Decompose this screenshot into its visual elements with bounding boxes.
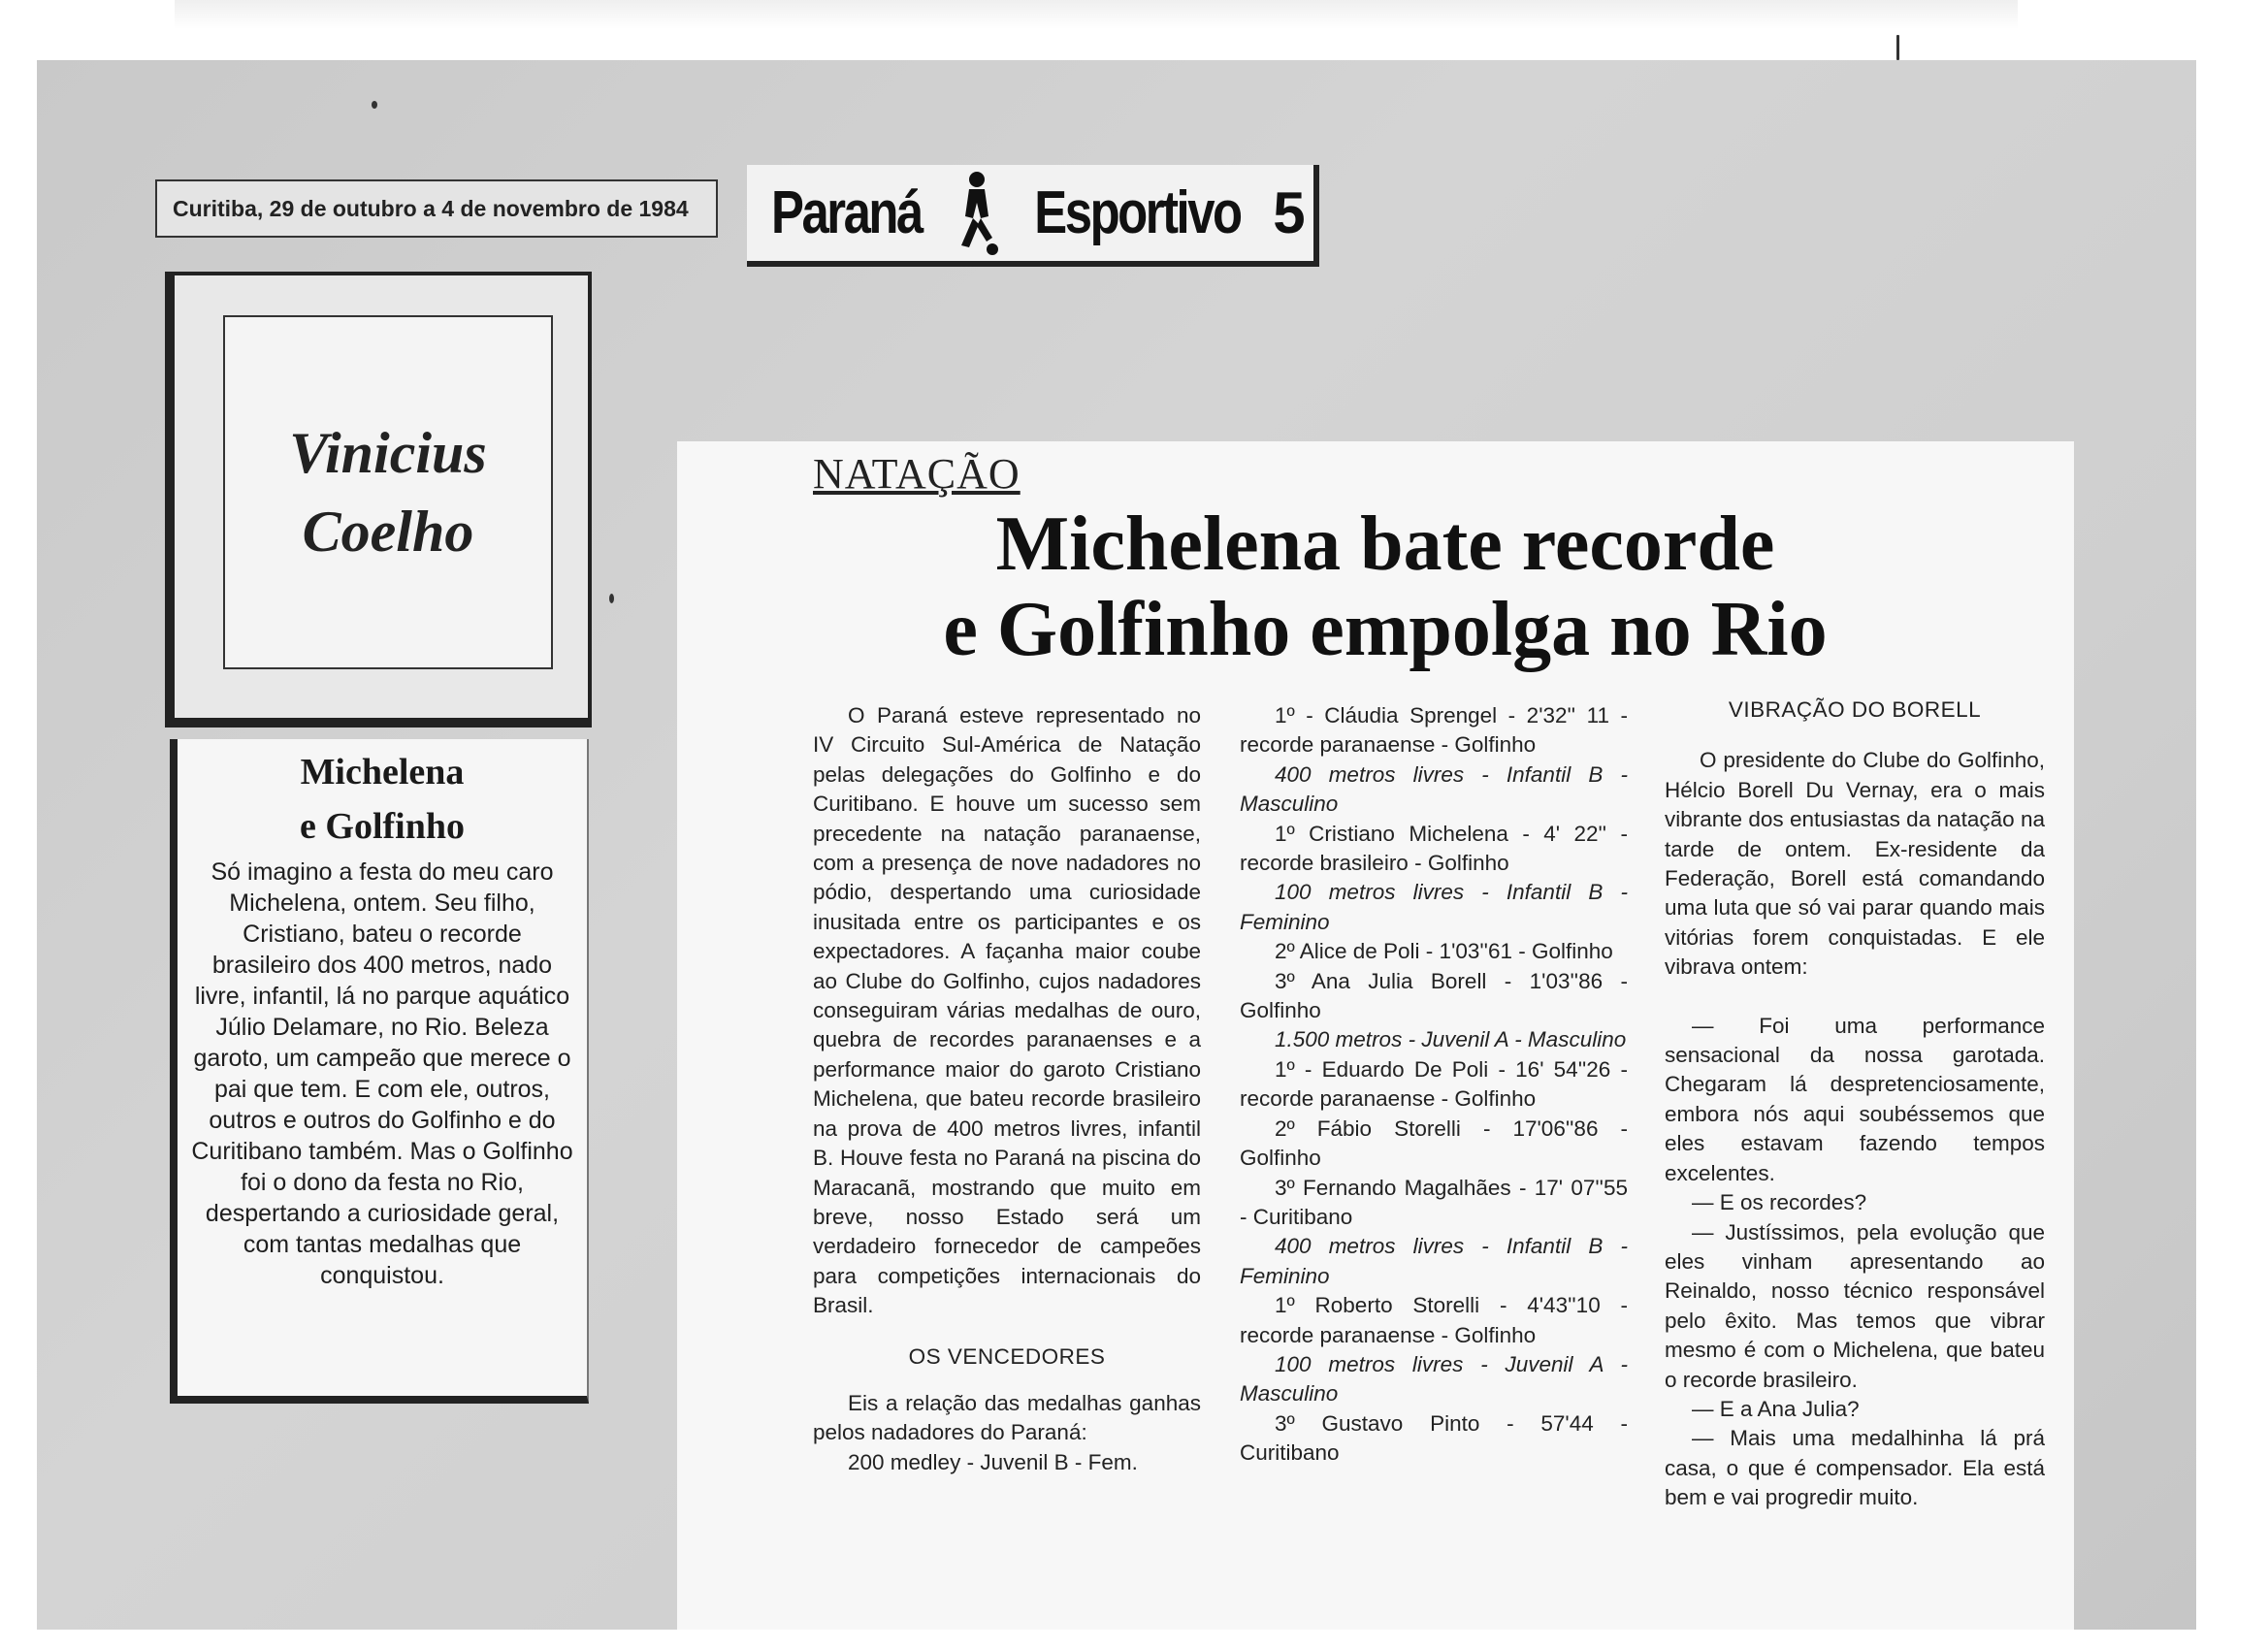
columnist-last-name: Coelho (302, 499, 474, 564)
page-number: 5 (1273, 180, 1306, 245)
result-line: 1º Roberto Storelli - 4'43''10 - recorde paranaense - Golfinho (1240, 1293, 1628, 1347)
sidebar-title-line1: Michelena (300, 752, 465, 792)
result-line: 2º Alice de Poli - 1'03''61 - Golfinho (1275, 939, 1613, 964)
headline-line1: Michelena bate recorde (995, 501, 1775, 587)
scan-speck (372, 101, 377, 109)
sidebar-column (170, 739, 589, 1404)
quote-line: — E os recordes? (1692, 1190, 1867, 1215)
footballer-icon (948, 170, 1002, 257)
quote-line: — Foi uma performance sensacional da nossa garotada. Chegaram lá despretenciosamente, embora nós aqui soubéssemos que eles estavam fazendo tempos excelentes. (1665, 1013, 2045, 1185)
quote-line: — Justíssimos, pela evolução que eles vinham apresentando ao Reinaldo, nosso técnico responsável pelo êxito. Mas temos que vibrar mesmo é com o Michelena, que bateu o recorde brasileiro. (1665, 1219, 2045, 1392)
lead-paragraph: O Paraná esteve representado no IV Circuito Sul-América de Natação pelas delegações do Golfinho e do Curitibano. E houve um sucesso sem precedente na natação paranaense, com a presença de nove nadadores no pódio, despertando uma curiosidade inusitada entre os participantes e os expectadores. A façanha maior coube ao Clube do Golfinho, cujos nadadores conseguiram várias medalhas de ouro, quebra de recordes paranaenses e a performance maior do garoto Cristiano Michelena, que bateu recorde brasileiro na prova de 400 metros livres, infantil B. Houve festa no Paraná na piscina do Maracanã, mostrando que muito em breve, nosso Estado será um verdadeiro fornecedor de campeões para competições internacionais do Brasil. (813, 703, 1201, 1318)
article-headline (735, 501, 2035, 672)
winners-intro: Eis a relação das medalhas ganhas pelos nadadores do Paraná: (813, 1390, 1201, 1445)
subhead-borell: VIBRAÇÃO DO BORELL (1728, 697, 1982, 722)
event-heading: 400 metros livres - Infantil B - Feminino (1240, 1234, 1628, 1288)
result-line: 1º Cristiano Michelena - 4' 22'' - recorde brasileiro - Golfinho (1240, 821, 1628, 876)
scan-speck (1896, 35, 1899, 60)
event-heading: 100 metros livres - Juvenil A - Masculino (1240, 1351, 1628, 1406)
result-line: 1º - Cláudia Sprengel - 2'32'' 11 - recorde paranaense - Golfinho (1240, 703, 1628, 758)
main-article (677, 441, 2074, 1630)
scan-top-strip (175, 0, 2018, 29)
masthead-word-esportivo: Esportivo (1034, 179, 1241, 246)
sidebar-body: Só imagino a festa do meu caro Michelena, ontem. Seu filho, Cristiano, bateu o recorde brasileiro dos 400 metros, nado livre, infantil, lá no parque aquático Júlio Delamare, no Rio. Beleza garoto, um campeão que merece o pai que tem. E com ele, outros, outros e outros do Golfinho e do Curitibano também. Mas o Golfinho foi o dono da festa no Rio, despertando a curiosidade geral, com tantas medalhas que conquistou. (191, 858, 573, 1290)
result-line: 3º Fernando Magalhães - 17' 07''55 - Curitibano (1240, 1175, 1628, 1229)
columnist-first-name: Vinicius (289, 420, 487, 485)
event-heading: 100 metros livres - Infantil B - Feminino (1240, 880, 1628, 934)
event-heading: 1.500 metros - Juvenil A - Masculino (1275, 1027, 1627, 1052)
dateline: Curitiba, 29 de outubro a 4 de novembro de 1984 (155, 179, 718, 238)
quote-line: — E a Ana Julia? (1692, 1396, 1860, 1421)
article-column-1 (813, 701, 1201, 1477)
result-line: 2º Fábio Storelli - 17'06''86 - Golfinho (1240, 1116, 1628, 1171)
result-line: 3º Ana Julia Borell - 1'03''86 - Golfinho (1240, 968, 1628, 1023)
masthead-word-parana: Paraná (771, 179, 923, 246)
subhead-winners: OS VENCEDORES (908, 1343, 1106, 1369)
headline-line2: e Golfinho empolga no Rio (943, 587, 1828, 672)
quote-line: — Mais uma medalhinha lá prá casa, o que é compensador. Ela está bem e vai progredir muito. (1665, 1426, 2045, 1510)
event-heading: 400 metros livres - Infantil B - Masculino (1240, 761, 1628, 817)
article-column-2 (1240, 701, 1628, 1469)
event-200-medley: 200 medley - Juvenil B - Fem. (848, 1449, 1138, 1474)
article-column-3 (1665, 697, 2045, 1513)
result-line: 3º Gustavo Pinto - 57'44 - Curitibano (1240, 1410, 1628, 1466)
masthead (747, 165, 1319, 267)
article-kicker: NATAÇÃO (813, 450, 1021, 498)
borell-paragraph: O presidente do Clube do Golfinho, Hélcio Borell Du Vernay, era o mais vibrante dos entusiastas da natação na tarde de ontem. Ex-residente da Federação, Borell está comandando uma luta que só vai parar quando mais vitórias forem conquistadas. E ele vibrava ontem: (1665, 748, 2045, 980)
result-line: 1º - Eduardo De Poli - 16' 54''26 - recorde paranaense - Golfinho (1240, 1056, 1628, 1112)
columnist-box (223, 315, 553, 669)
scan-speck (609, 594, 614, 603)
sidebar-title-line2: e Golfinho (300, 805, 465, 847)
